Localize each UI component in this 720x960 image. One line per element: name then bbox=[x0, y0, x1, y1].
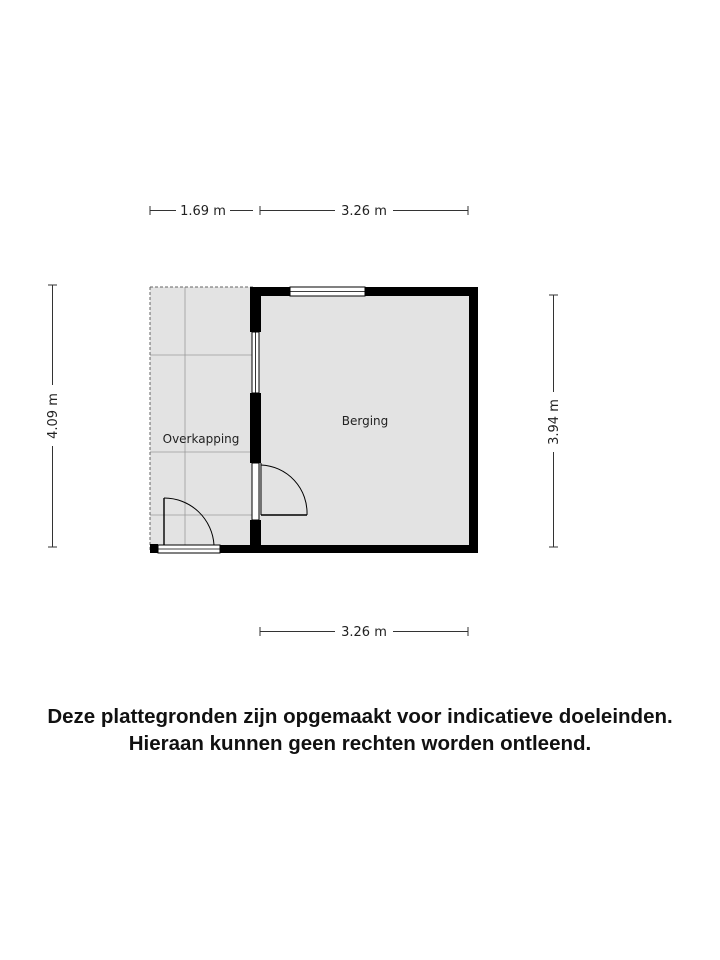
overkapping-area bbox=[150, 287, 253, 553]
room-label-overkapping: Overkapping bbox=[162, 432, 240, 446]
window-left bbox=[252, 332, 259, 393]
disclaimer-line-1: Deze plattegronden zijn opgemaakt voor indicatieve doeleinden. bbox=[47, 705, 673, 728]
dimension-label-left: 4.09 m bbox=[46, 393, 61, 439]
window-top bbox=[290, 287, 365, 296]
disclaimer-line-2: Hieraan kunnen geen rechten worden ontleend. bbox=[128, 732, 592, 755]
dimension-label-top-right: 3.26 m bbox=[341, 204, 387, 219]
dimension-label-right: 3.94 m bbox=[547, 399, 562, 445]
dimension-label-top-left: 1.69 m bbox=[180, 204, 226, 219]
room-label-berging: Berging bbox=[341, 414, 389, 428]
dimension-label-bottom: 3.26 m bbox=[341, 625, 387, 640]
